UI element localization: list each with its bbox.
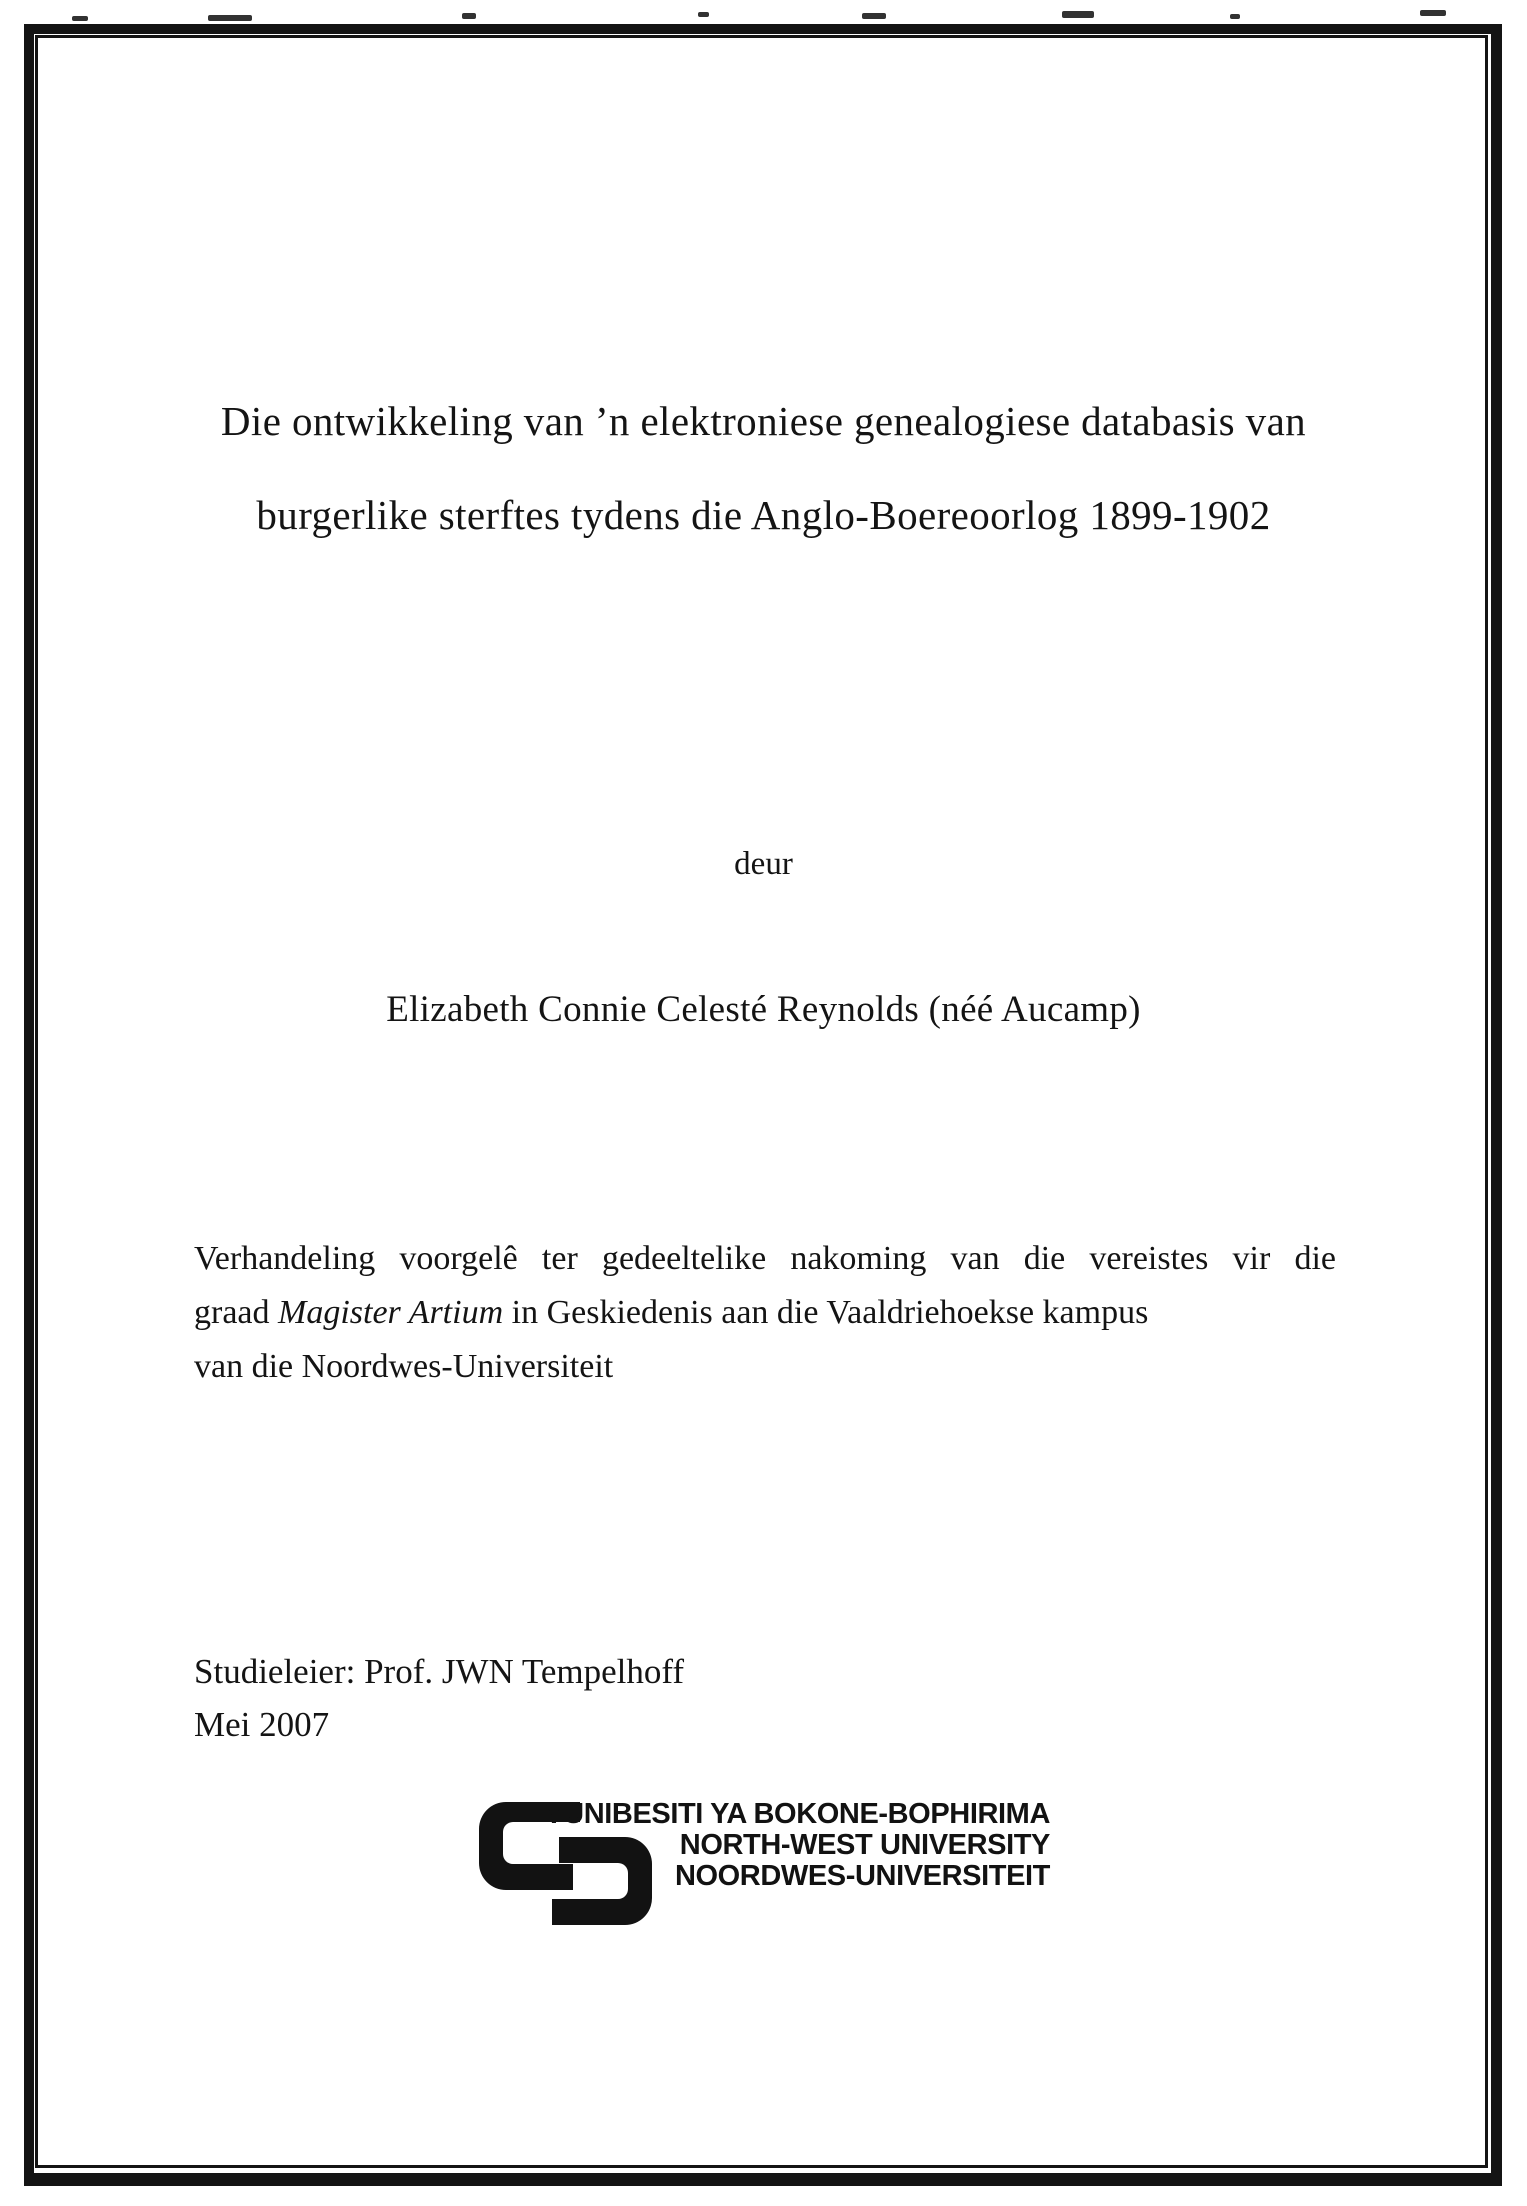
supervisor-line: Studieleier: Prof. JWN Tempelhoff bbox=[194, 1652, 685, 1691]
statement-line-1: Verhandeling voorgelê ter gedeeltelike nakoming van die vereistes vir die bbox=[194, 1240, 1336, 1277]
title-line-2: burgerlike sterftes tydens die Anglo-Boereoorlog 1899-1902 bbox=[256, 492, 1271, 538]
author-name: Elizabeth Connie Celesté Reynolds (néé Aucamp) bbox=[386, 989, 1141, 1030]
title-line-1: Die ontwikkeling van ’n elektroniese genealogiese databasis van bbox=[220, 398, 1307, 444]
university-wordmark bbox=[520, 1799, 1050, 1892]
scan-artifact bbox=[208, 15, 252, 21]
degree-statement bbox=[194, 1232, 1336, 1394]
statement-line-2-post: in Geskiedenis aan die Vaaldriehoekse kampus bbox=[503, 1294, 1149, 1331]
scan-artifact bbox=[1420, 10, 1446, 16]
statement-line-2 bbox=[194, 1286, 1336, 1340]
wordmark-english: NORTH-WEST UNIVERSITY bbox=[679, 1829, 1050, 1861]
scan-artifact bbox=[862, 13, 886, 19]
wordmark-afrikaans: NOORDWES-UNIVERSITEIT bbox=[674, 1860, 1050, 1892]
statement-line-2-pre: graad bbox=[194, 1294, 279, 1331]
byline-label: deur bbox=[734, 846, 793, 882]
scan-artifact bbox=[462, 13, 476, 19]
supervisor-block bbox=[194, 1645, 684, 1751]
scan-artifact bbox=[1062, 11, 1094, 18]
statement-line-3: van die Noordwes-Universiteit bbox=[194, 1348, 614, 1385]
scan-artifact bbox=[1230, 14, 1240, 19]
degree-name: Magister Artium bbox=[278, 1294, 504, 1331]
page-title bbox=[120, 374, 1407, 562]
wordmark-setswana: YUNIBESITI YA BOKONE-BOPHIRIMA bbox=[544, 1798, 1050, 1830]
date-line: Mei 2007 bbox=[194, 1705, 330, 1744]
scan-artifact bbox=[698, 12, 709, 17]
scan-artifact bbox=[72, 16, 88, 21]
